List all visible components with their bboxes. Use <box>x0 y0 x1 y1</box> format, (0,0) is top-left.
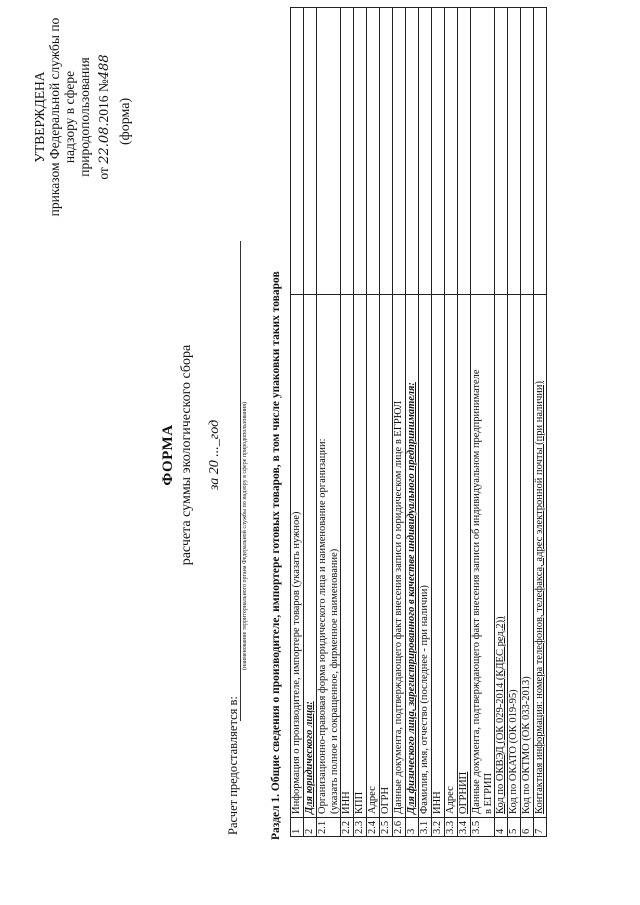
row-value-field[interactable] <box>419 8 432 295</box>
table-row <box>521 8 534 837</box>
table-row <box>508 8 521 837</box>
submitted-caption: (наименование территориального органа Федеральной службы по надзору в сфере природопользования) <box>242 402 248 670</box>
table-row <box>458 8 471 837</box>
row-label: Код по ОКВЭД (ОК 029-2014 (КДЕС ред.2)) <box>495 295 508 818</box>
row-label: Код по ОКАТО (ОК 019-95) <box>508 295 521 818</box>
row-value-field[interactable] <box>508 8 521 295</box>
row-label: ОГРН <box>380 295 393 818</box>
row-value-field[interactable] <box>471 8 495 295</box>
row-value-field[interactable] <box>521 8 534 295</box>
table-row <box>341 8 354 837</box>
row-value-field[interactable] <box>291 8 304 295</box>
row-number: 2.3 <box>354 818 367 837</box>
row-label: Для физического лица, зарегистрированного в качестве индивидуального предпринимателя: <box>406 295 419 818</box>
row-value-field[interactable] <box>445 8 458 295</box>
row-label: КПП <box>354 295 367 818</box>
row-label: Информация о производителе, импортере товаров (указать нужное) <box>291 295 304 818</box>
table-row <box>471 8 495 837</box>
row-number: 3.3 <box>445 818 458 837</box>
row-label: Организационно-правовая форма юридического лица и наименование организации: (указать полное и сокращенное, фирменное наименование) <box>317 295 341 818</box>
row-number: 3 <box>406 818 419 837</box>
row-value-field[interactable] <box>317 8 341 295</box>
row-number: 3.2 <box>432 818 445 837</box>
row-value-field[interactable] <box>354 8 367 295</box>
row-label: Адрес <box>445 295 458 818</box>
approval-agency-line: надзору в сфере природопользования <box>62 57 92 177</box>
row-value-field[interactable] <box>380 8 393 295</box>
row-label: Для юридического лица: <box>304 295 317 818</box>
row-number: 3.5 <box>471 818 495 837</box>
row-number: 2.2 <box>341 818 354 837</box>
table-row <box>354 8 367 837</box>
row-label: Данные документа, подтверждающего факт внесения записи о юридическом лице в ЕГРЮЛ <box>393 295 406 818</box>
row-value-field[interactable] <box>406 8 419 295</box>
title-block <box>160 295 223 615</box>
row-label: Данные документа, подтверждающего факт внесения записи об индивидуальном предпринимателе в ЕГРИП <box>471 295 495 818</box>
approval-date: от 22.08.2016 №488 <box>96 54 112 180</box>
table-row <box>495 8 508 837</box>
handwritten-day: 22 <box>97 147 112 164</box>
general-info-table <box>290 7 547 837</box>
row-value-field[interactable] <box>393 8 406 295</box>
approval-order-line: приказом Федеральной службы по <box>47 17 62 217</box>
row-number: 3.4 <box>458 818 471 837</box>
form-subtitle: расчета суммы экологического сбора <box>179 344 194 566</box>
row-number: 4 <box>495 818 508 837</box>
row-value-field[interactable] <box>432 8 445 295</box>
row-value-field[interactable] <box>341 8 354 295</box>
submitted-fill-line[interactable] <box>240 241 241 721</box>
table-row <box>317 8 341 837</box>
row-number: 2.6 <box>393 818 406 837</box>
row-number: 2.1 <box>317 818 341 837</box>
row-label: ИНН <box>341 295 354 818</box>
table-row <box>445 8 458 837</box>
row-number: 5 <box>508 818 521 837</box>
table-row <box>367 8 380 837</box>
handwritten-number: 488 <box>97 54 112 80</box>
row-value-field[interactable] <box>367 8 380 295</box>
table-row <box>393 8 406 837</box>
row-number: 1 <box>291 818 304 837</box>
table-row <box>304 8 317 837</box>
form-title: ФОРМА <box>160 424 176 486</box>
table-row <box>432 8 445 837</box>
approval-heading: УТВЕРЖДЕНА <box>32 71 47 163</box>
approval-block <box>32 17 112 217</box>
table-row <box>419 8 432 837</box>
submitted-label: Расчет предоставляется в: <box>226 696 240 835</box>
row-number: 3.1 <box>419 818 432 837</box>
table-row <box>380 8 393 837</box>
form-label: (форма) <box>118 97 133 145</box>
row-number: 2 <box>304 818 317 837</box>
row-label: Адрес <box>367 295 380 818</box>
handwritten-month: .08. <box>97 122 112 148</box>
row-number: 6 <box>521 818 534 837</box>
table-row <box>291 8 304 837</box>
row-label: ИНН <box>432 295 445 818</box>
row-value-field[interactable] <box>534 8 547 295</box>
submitted-to <box>226 402 248 835</box>
row-label: Контактная информация: номера телефонов, телефакса, адрес электронной почты (при наличии) <box>534 295 547 818</box>
table-row <box>406 8 419 837</box>
section-title: Раздел 1. Общие сведения о производителе, импортере готовых товаров, в том числе упаковки таких товаров <box>270 271 282 840</box>
row-label: Фамилия, имя, отчество (последнее - при наличии) <box>419 295 432 818</box>
row-value-field[interactable] <box>458 8 471 295</box>
table-row <box>534 8 547 837</box>
row-value-field[interactable] <box>495 8 508 295</box>
row-value-field[interactable] <box>304 8 317 295</box>
row-number: 2.4 <box>367 818 380 837</box>
row-number: 2.5 <box>380 818 393 837</box>
row-label: ОГРНИП <box>458 295 471 818</box>
form-period: за 20 ..._год <box>207 419 222 491</box>
row-number: 7 <box>534 818 547 837</box>
row-label: Код по ОКТМО (ОК 033-2013) <box>521 295 534 818</box>
